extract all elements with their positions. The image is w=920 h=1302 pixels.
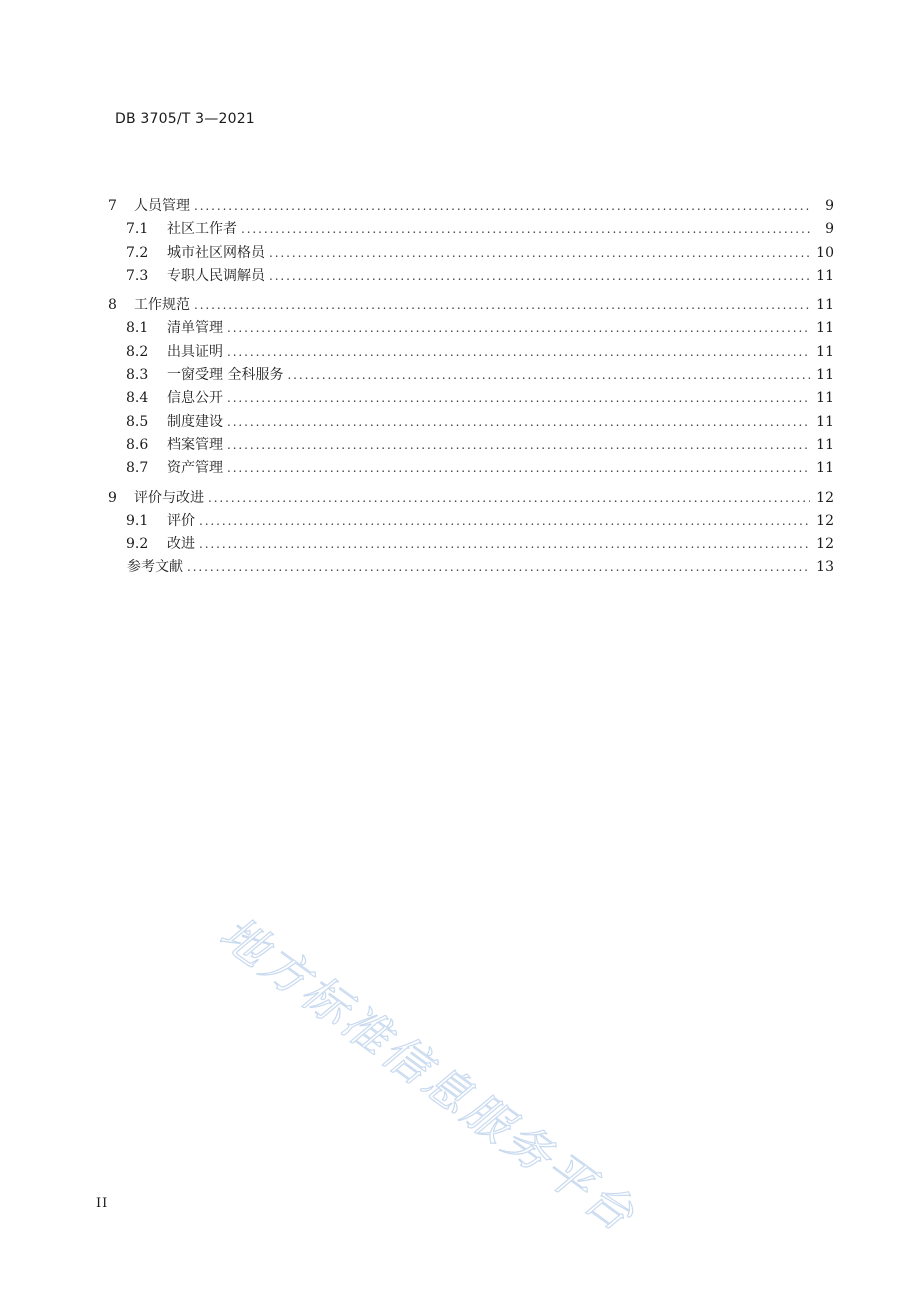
toc-dot-leader [287, 364, 810, 387]
toc-entry-number: 9 [108, 489, 117, 506]
document-code: DB 3705/T 3—2021 [115, 111, 255, 127]
toc-entry-page: 11 [816, 343, 834, 360]
toc-entry-page: 11 [816, 460, 834, 477]
toc-entry-title: 一窗受理 全科服务 [167, 367, 284, 384]
toc-entry-number: 8.6 [126, 436, 149, 453]
toc-entry-page: 11 [816, 297, 834, 314]
toc-entry[interactable] [108, 387, 834, 410]
toc-dot-leader [199, 533, 810, 556]
toc-dot-leader [199, 510, 810, 533]
toc-dot-leader [194, 195, 810, 218]
toc-dot-leader [227, 387, 810, 410]
toc-entry[interactable] [108, 218, 834, 241]
toc-entry-title: 评价与改进 [134, 489, 204, 506]
toc-entry-title: 社区工作者 [167, 221, 237, 238]
toc-entry-title: 评价 [167, 512, 195, 529]
toc-entry[interactable] [108, 242, 834, 265]
toc-entry-number: 8.7 [126, 460, 149, 477]
toc-entry[interactable] [108, 341, 834, 364]
toc-dot-leader [194, 294, 810, 317]
toc-entry-title: 档案管理 [167, 436, 223, 453]
toc-dot-leader [241, 218, 810, 241]
toc-entry-title: 信息公开 [167, 390, 223, 407]
toc-entry-page: 11 [816, 390, 834, 407]
toc-dot-leader [227, 457, 810, 480]
toc-entry-title: 资产管理 [167, 460, 223, 477]
toc-entry-number: 7.1 [126, 221, 149, 238]
page-number: II [96, 1196, 109, 1211]
toc-entry-number: 7.3 [126, 267, 149, 284]
toc-entry-page: 11 [816, 436, 834, 453]
toc-dot-leader [269, 242, 810, 265]
toc-entry[interactable] [108, 265, 834, 288]
toc-entry-number: 7 [108, 198, 117, 214]
toc-entry-number: 8.1 [126, 320, 149, 337]
toc-entry-number: 8.3 [126, 367, 149, 384]
toc-entry[interactable] [108, 411, 834, 434]
toc-entry[interactable] [108, 317, 834, 340]
toc-dot-leader [227, 411, 810, 434]
toc-entry-number: 8.5 [126, 413, 149, 430]
toc-entry-page: 11 [816, 367, 834, 384]
toc-entry-number: 9.1 [126, 512, 149, 529]
toc-dot-leader [187, 556, 810, 579]
toc-entry-title: 制度建设 [167, 413, 223, 430]
toc-entry[interactable] [108, 434, 834, 457]
toc-dot-leader [208, 487, 810, 510]
toc-entry-title: 专职人民调解员 [167, 267, 265, 284]
toc-entry-number: 8.2 [126, 343, 149, 360]
toc-entry-title: 人员管理 [134, 198, 190, 214]
toc-entry-page: 10 [816, 244, 834, 261]
toc-entry[interactable] [108, 487, 834, 510]
toc-entry-page: 11 [816, 413, 834, 430]
toc-entry-title: 城市社区网格员 [167, 244, 265, 261]
table-of-contents [108, 195, 834, 580]
toc-dot-leader [227, 317, 810, 340]
toc-entry[interactable] [108, 195, 834, 218]
toc-entry[interactable] [108, 457, 834, 480]
toc-dot-leader [227, 341, 810, 364]
toc-entry-title: 出具证明 [167, 343, 223, 360]
watermark-text: 地方标准信息服务平台 [210, 905, 647, 1244]
toc-entry-title: 清单管理 [167, 320, 223, 337]
toc-entry-page: 9 [825, 221, 834, 238]
toc-entry[interactable] [108, 510, 834, 533]
toc-entry-title: 工作规范 [134, 297, 190, 314]
toc-entry-title: 改进 [167, 536, 195, 553]
toc-entry[interactable] [108, 533, 834, 556]
toc-dot-leader [269, 265, 810, 288]
toc-entry-page: 12 [816, 489, 834, 506]
toc-entry-number: 8 [108, 297, 117, 314]
toc-entry-page: 13 [816, 559, 834, 576]
toc-entry-number: 9.2 [126, 536, 149, 553]
toc-entry-page: 9 [825, 198, 834, 214]
toc-entry-page: 12 [816, 536, 834, 553]
toc-dot-leader [227, 434, 810, 457]
toc-entry[interactable] [108, 364, 834, 387]
toc-entry-number: 8.4 [126, 390, 149, 407]
toc-entry[interactable] [108, 556, 834, 579]
toc-entry-title: 参考文献 [127, 559, 183, 576]
toc-entry-page: 11 [816, 320, 834, 337]
toc-entry-number: 7.2 [126, 244, 149, 261]
toc-entry-page: 12 [816, 512, 834, 529]
toc-entry-page: 11 [816, 267, 834, 284]
toc-entry[interactable] [108, 294, 834, 317]
